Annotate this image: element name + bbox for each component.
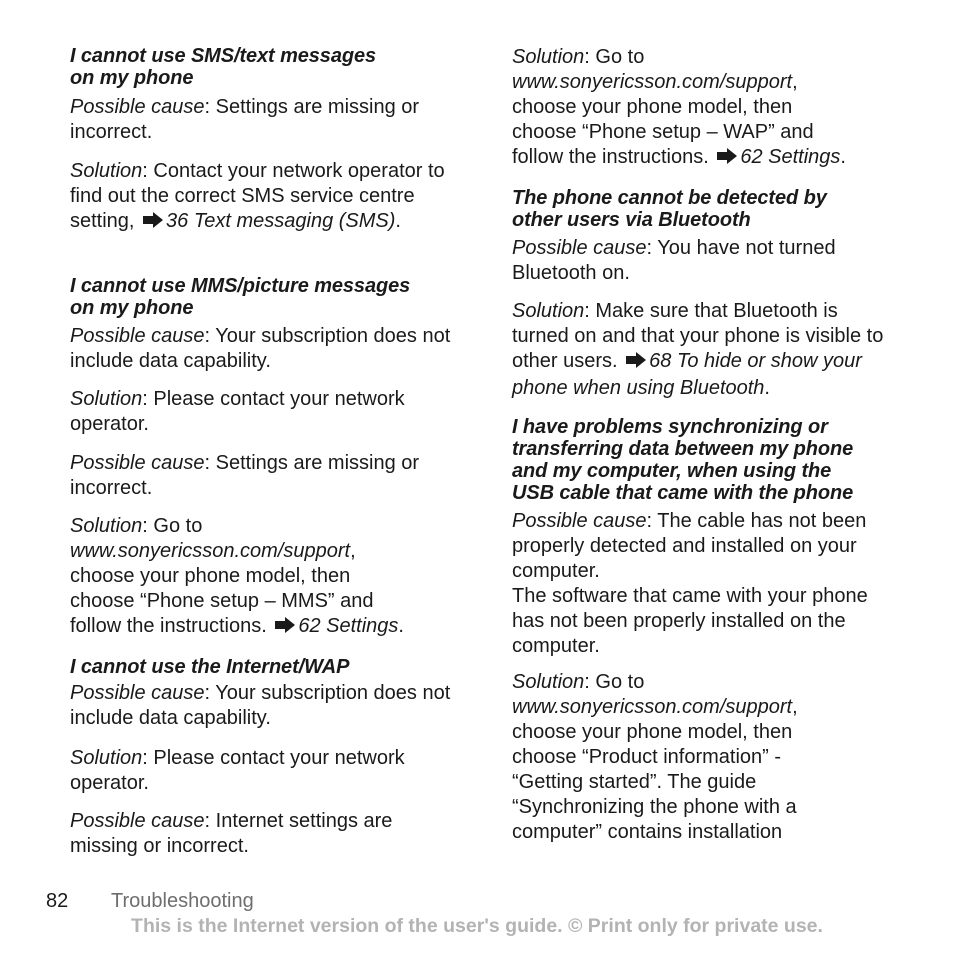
section-title: Troubleshooting [111,890,254,912]
wap-possible-cause-2: Possible cause: Internet settings are missing or incorrect. [70,810,393,857]
arrow-right-icon [142,211,164,236]
mms-solution-1: Solution: Please contact your network operator. [70,388,405,435]
heading-sms: I cannot use SMS/text messages on my phone [70,45,377,89]
heading-bluetooth: The phone cannot be detected by other users via Bluetooth [512,187,827,231]
sms-solution: Solution: Contact your network operator to find out the correct SMS service centre setting, 36 Text messaging (SMS). [70,159,455,236]
mms-solution-2: Solution: Go to www.sonyericsson.com/support, choose your phone model, then choose “Phone setup – MMS” and follow the instructions. 62 Settings. [70,514,455,641]
wap-solution-1: Solution: Please contact your network operator. [70,747,405,794]
sync-possible-cause: Possible cause: The cable has not been properly detected and installed on your computer. The software that came with your phone has not been properly installed on the computer. [512,510,868,657]
internet-version-notice: This is the Internet version of the user's guide. © Print only for private use. [131,915,823,937]
arrow-right-icon [625,351,647,376]
heading-sync: I have problems synchronizing or transferring data between my phone and my computer, when using the USB cable that came with the phone [512,416,854,504]
bluetooth-reference-link[interactable]: 68 To hide or show your phone when using Bluetooth [512,350,862,399]
wap-possible-cause-1: Possible cause: Your subscription does not include data capability. [70,682,451,729]
sms-possible-cause: Possible cause: Settings are missing or incorrect. [70,96,420,143]
sms-reference-link[interactable]: 36 Text messaging (SMS) [166,210,396,232]
support-url-link[interactable]: www.sonyericsson.com/support [512,71,793,93]
support-url-link[interactable]: www.sonyericsson.com/support [512,696,793,718]
heading-mms: I cannot use MMS/picture messages on my phone [70,275,411,319]
wap-reference-link[interactable]: 62 Settings [740,146,841,168]
arrow-right-icon [716,147,738,172]
mms-possible-cause-1: Possible cause: Your subscription does not include data capability. [70,325,451,372]
sync-solution: Solution: Go to www.sonyericsson.com/support, choose your phone model, then choose “Product information” - “Getting started”. The guide “Synchronizing the phone with a computer” contains installation [512,671,798,843]
arrow-right-icon [274,616,296,641]
bluetooth-solution: Solution: Make sure that Bluetooth is turned on and that your phone is visible to other users. 68 To hide or show your phone when using Bluetooth. [512,300,884,399]
mms-reference-link[interactable]: 62 Settings [298,615,399,637]
heading-wap: I cannot use the Internet/WAP [70,656,350,678]
bluetooth-possible-cause: Possible cause: You have not turned Bluetooth on. [512,237,836,284]
page-number: 82 [46,890,69,912]
wap-solution-2: Solution: Go to www.sonyericsson.com/support, choose your phone model, then choose “Phone setup – WAP” and follow the instructions. 62 Settings. [512,45,892,172]
support-url-link[interactable]: www.sonyericsson.com/support [70,540,351,562]
mms-possible-cause-2: Possible cause: Settings are missing or incorrect. [70,452,420,499]
